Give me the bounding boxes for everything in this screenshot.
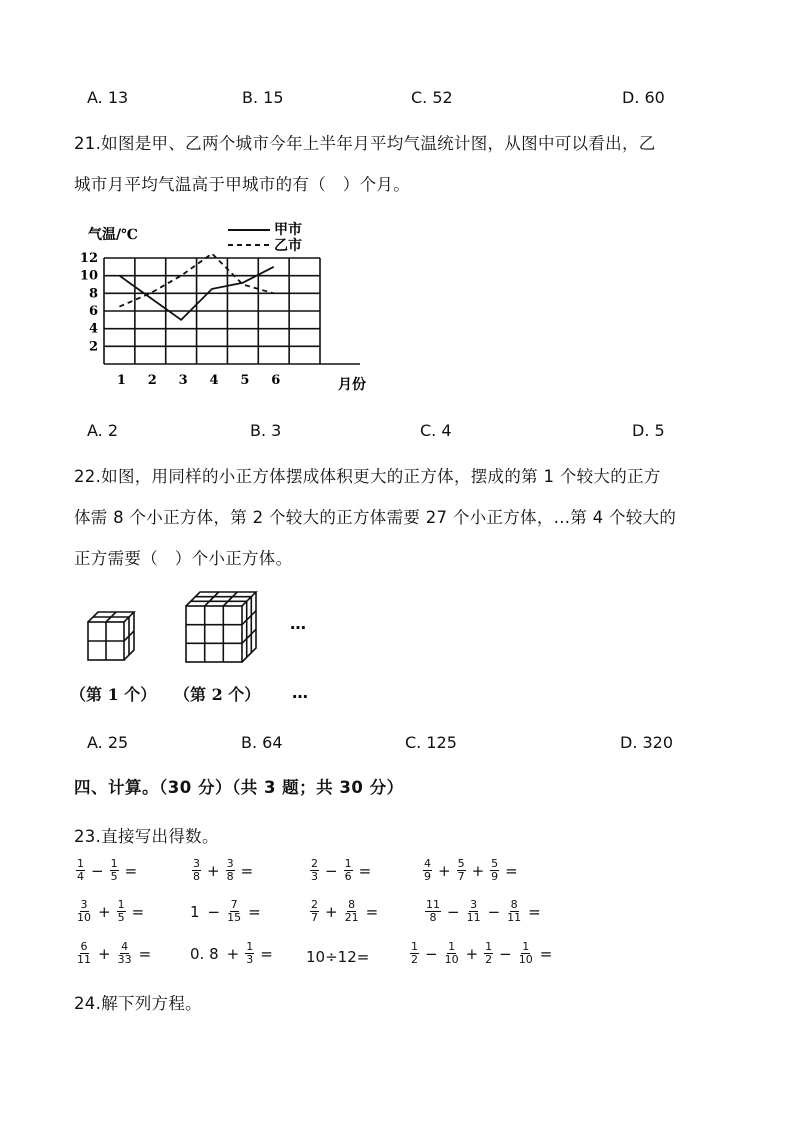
- legend-label-jia: 甲市: [274, 222, 302, 238]
- q22-option-c: C. 125: [405, 733, 457, 752]
- calc-r2-c: $\frac{2}{7}$ + $\frac{8}{21}$ =: [311, 898, 379, 924]
- chart-xlabel: 月份: [338, 377, 366, 393]
- q21-text-line1: 21.如图是甲、乙两个城市今年上半年月平均气温统计图，从图中可以看出，乙: [74, 134, 656, 153]
- legend-label-yi: 乙市: [274, 238, 302, 254]
- cube-label-1: （第 1 个）: [70, 685, 157, 704]
- q22-text-line1: 22.如图，用同样的小正方体摆成体积更大的正方体，摆成的第 1 个较大的正方: [74, 467, 661, 486]
- x-tick-label: 3: [178, 373, 188, 388]
- q22-text-line2: 体需 8 个小正方体，第 2 个较大的正方体需要 27 个小正方体，...第 4 个较大的: [74, 508, 677, 527]
- calc-r3-c: 10÷12=: [306, 948, 370, 966]
- calc-r2-d: $\frac{11}{8}$ − $\frac{3}{11}$ − $\frac{8}{11}$ =: [426, 898, 541, 924]
- q22-option-a: A. 25: [87, 733, 129, 752]
- q22-option-d: D. 320: [620, 733, 674, 752]
- y-tick-label: 8: [88, 286, 98, 302]
- q24-title: 24.解下列方程。: [74, 994, 202, 1013]
- q22-text-line3: 正方需要（ ）个小正方体。: [74, 549, 293, 568]
- q20-option-d: D. 60: [622, 88, 665, 107]
- calc-r1-d: $\frac{4}{9}$ + $\frac{5}{7}$ + $\frac{5}{9}$ =: [424, 857, 518, 883]
- temperature-chart: [80, 212, 390, 397]
- cube-ellipsis-top: …: [290, 614, 306, 633]
- calc-r3-d: $\frac{1}{2}$ − $\frac{1}{10}$ + $\frac{1}{2}$ − $\frac{1}{10}$ =: [411, 940, 553, 966]
- chart-ylabel: 气温/℃: [88, 227, 138, 243]
- q21-text-line2: 城市月平均气温高于甲城市的有（ ）个月。: [74, 175, 410, 194]
- section-title: 四、计算。（30 分）（共 3 题；共 30 分）: [74, 778, 404, 797]
- calc-r1-a: $\frac{1}{4}$ − $\frac{1}{5}$ =: [77, 857, 138, 883]
- cube-figure-1: [84, 606, 140, 664]
- calc-r3-b: 0. 8 + $\frac{1}{3}$ =: [190, 940, 273, 966]
- y-tick-label: 6: [88, 304, 98, 319]
- calc-r2-b: 1 − $\frac{7}{15}$ =: [190, 898, 261, 924]
- x-tick-label: 4: [209, 373, 219, 388]
- q21-option-d: D. 5: [632, 421, 665, 440]
- x-tick-label: 1: [116, 373, 126, 388]
- y-tick-label: 4: [88, 321, 98, 337]
- cube-ellipsis-bottom: …: [292, 683, 308, 702]
- q21-option-c: C. 4: [420, 421, 452, 440]
- y-tick-label: 10: [80, 268, 98, 284]
- cube-label-2: （第 2 个）: [174, 685, 261, 704]
- q21-option-b: B. 3: [250, 421, 282, 440]
- x-tick-label: 2: [147, 373, 157, 388]
- calc-r1-c: $\frac{2}{3}$ − $\frac{1}{6}$ =: [311, 857, 372, 883]
- y-tick-label: 12: [80, 251, 98, 266]
- calc-r2-a: $\frac{3}{10}$ + $\frac{1}{5}$ =: [77, 898, 145, 924]
- y-tick-label: 2: [88, 339, 98, 355]
- q20-option-a: A. 13: [87, 88, 129, 107]
- x-tick-label: 5: [240, 373, 250, 388]
- q22-option-b: B. 64: [241, 733, 283, 752]
- q23-title: 23.直接写出得数。: [74, 827, 219, 846]
- q20-option-b: B. 15: [242, 88, 284, 107]
- q20-option-c: C. 52: [411, 88, 453, 107]
- calc-r3-a: $\frac{6}{11}$ + $\frac{4}{33}$ =: [77, 940, 152, 966]
- calc-r1-b: $\frac{3}{8}$ + $\frac{3}{8}$ =: [193, 857, 254, 883]
- cube-figure-2: [182, 586, 262, 666]
- x-tick-label: 6: [271, 373, 281, 388]
- q21-option-a: A. 2: [87, 421, 119, 440]
